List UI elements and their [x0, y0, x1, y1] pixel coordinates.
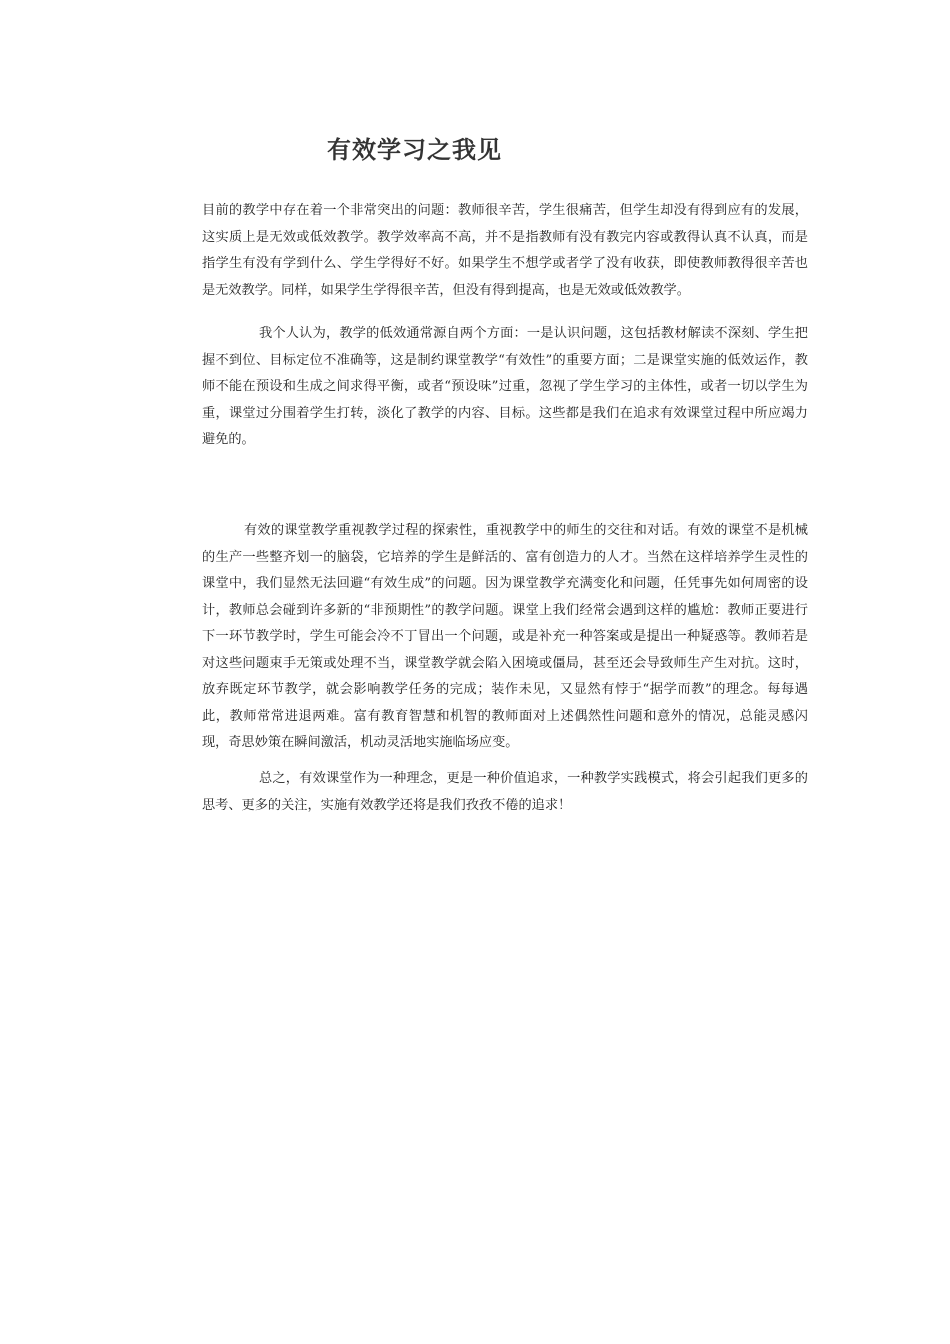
document-title: 有效学习之我见	[327, 136, 502, 164]
paragraph-1: 目前的教学中存在着一个非常突出的问题：教师很辛苦，学生很痛苦，但学生却没有得到应有的发展，这实质上是无效或低效教学。教学效率高不高，并不是指教师有没有教完内容或教得认真不认真，而是指学生有没有学到什么、学生学得好不好。如果学生不想学或者学了没有收获，即使教师教得很辛苦也是无效教学。同样，如果学生学得很辛苦，但没有得到提高，也是无效或低效教学。	[202, 203, 808, 298]
paragraph-4: 总之，有效课堂作为一种理念，更是一种价值追求，一种教学实践模式，将会引起我们更多的思考、更多的关注，实施有效教学还将是我们孜孜不倦的追求！	[202, 771, 808, 813]
paragraph-2: 我个人认为，教学的低效通常源自两个方面：一是认识问题，这包括教材解读不深刻、学生把握不到位、目标定位不准确等，这是制约课堂教学“有效性”的重要方面；二是课堂实施的低效运作，教师不能在预设和生成之间求得平衡，或者“预设味”过重，忽视了学生学习的主体性，或者一切以学生为重，课堂过分围着学生打转，淡化了教学的内容、目标。这些都是我们在追求有效课堂过程中所应竭力避免的。	[202, 326, 808, 447]
paragraph-3: 有效的课堂教学重视教学过程的探索性，重视教学中的师生的交往和对话。有效的课堂不是机械的生产一些整齐划一的脑袋，它培养的学生是鲜活的、富有创造力的人才。当然在这样培养学生灵性的课堂中，我们显然无法回避“有效生成”的问题。因为课堂教学充满变化和问题，任凭事先如何周密的设计，教师总会碰到许多新的“非预期性”的教学问题。课堂上我们经常会遇到这样的尴尬：教师正要进行下一环节教学时，学生可能会冷不丁冒出一个问题，或是补充一种答案或是提出一种疑惑等。教师若是对这些问题束手无策或处理不当，课堂教学就会陷入困境或僵局，甚至还会导致师生产生对抗。这时，放弃既定环节教学，就会影响教学任务的完成；装作未见，又显然有悖于“据学而教”的理念。每每遇此，教师常常进退两难。富有教育智慧和机智的教师面对上述偶然性问题和意外的情况，总能灵感闪现，奇思妙策在瞬间激活，机动灵活地实施临场应变。	[202, 523, 808, 750]
